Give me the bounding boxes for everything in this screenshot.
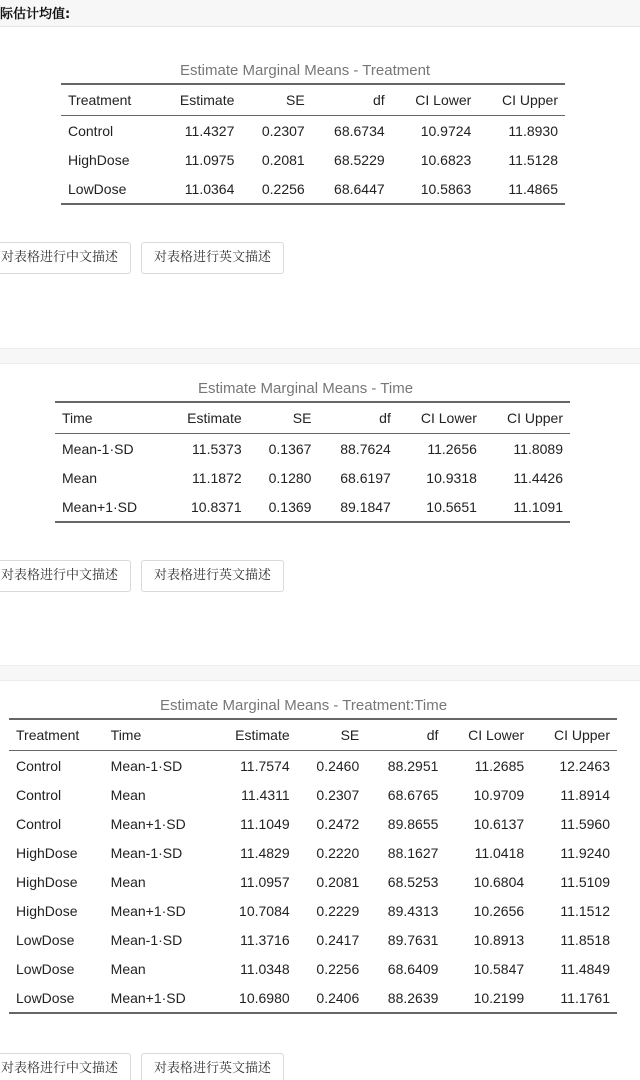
table-cell: 88.2639 <box>387 989 439 1006</box>
column-header: CI Lower <box>392 84 479 116</box>
section-title: 际估计均值: <box>0 7 71 22</box>
results-table-treatment <box>61 83 565 205</box>
table-cell: 10.6804 <box>473 873 525 890</box>
column-header: Estimate <box>164 402 248 434</box>
table-cell: 11.1761 <box>560 989 610 1006</box>
table-cell: 89.4313 <box>387 902 439 919</box>
table-row <box>61 116 565 146</box>
table-cell: 68.6409 <box>387 960 439 977</box>
table-header-row <box>61 84 565 116</box>
table-row <box>9 983 617 1013</box>
table-cell: 0.2256 <box>316 960 360 977</box>
column-header: Estimate <box>213 719 297 751</box>
table-cell: 10.6137 <box>473 815 525 832</box>
table-cell: 11.1091 <box>513 498 563 515</box>
table-cell: Control <box>16 786 62 803</box>
table-cell: Control <box>16 815 62 832</box>
table-cell: 11.4865 <box>508 180 558 197</box>
column-header: CI Lower <box>445 719 531 751</box>
table-cell: 11.4426 <box>513 469 563 486</box>
table-cell: 11.0418 <box>474 844 525 861</box>
table-cell: 11.2656 <box>427 440 477 457</box>
table-cell: 68.6197 <box>340 469 391 486</box>
table-row <box>9 780 617 809</box>
table-cell: Mean <box>62 469 98 486</box>
table-cell: 11.4311 <box>241 786 290 803</box>
table-cell: Mean <box>110 786 146 803</box>
table-cell: Mean+1·SD <box>110 989 186 1006</box>
table-cell: 11.0957 <box>240 873 290 890</box>
table-cell: 11.8089 <box>513 440 563 457</box>
column-header: Treatment <box>9 719 104 751</box>
table-cell: 11.5960 <box>560 815 610 832</box>
table-cell: 10.6980 <box>239 989 290 1006</box>
table-row <box>9 751 617 781</box>
table-cell: 11.1512 <box>560 902 610 919</box>
table-cell: 12.2463 <box>559 757 610 774</box>
table-cell: 11.5109 <box>560 873 610 890</box>
describe-english-button[interactable]: 对表格进行英文描述 <box>141 1053 284 1080</box>
table-cell: 10.8371 <box>191 498 242 515</box>
table-caption: Estimate Marginal Means - Time <box>198 380 414 397</box>
table-cell: 0.2307 <box>261 122 305 139</box>
describe-chinese-button[interactable]: 对表格进行中文描述 <box>0 242 131 274</box>
table-cell: 0.2460 <box>316 757 360 774</box>
table-cell: 10.5863 <box>420 180 472 197</box>
table-row <box>9 838 617 867</box>
table-row <box>55 434 570 464</box>
table-cell: 11.3716 <box>240 931 290 948</box>
describe-english-button[interactable]: 对表格进行英文描述 <box>141 560 284 592</box>
table-cell: 10.7084 <box>239 902 290 919</box>
column-header: Estimate <box>157 84 242 116</box>
table-cell: Mean-1·SD <box>110 757 183 774</box>
table-cell: 10.5651 <box>426 498 477 515</box>
table-cell: 0.2307 <box>316 786 360 803</box>
table-cell: 0.2406 <box>316 989 360 1006</box>
table-caption: Estimate Marginal Means - Treatment:Time <box>160 697 448 714</box>
table-cell: 0.2472 <box>316 815 360 832</box>
section-divider <box>0 665 640 681</box>
table-cell: HighDose <box>16 902 78 919</box>
table-cell: HighDose <box>16 873 78 890</box>
table-cell: 0.2081 <box>316 873 360 890</box>
table-cell: Mean+1·SD <box>110 902 186 919</box>
table-cell: 89.1847 <box>340 498 391 515</box>
table-cell: 89.7631 <box>387 931 439 948</box>
table-cell: 11.1049 <box>240 815 290 832</box>
column-header: CI Upper <box>478 84 565 116</box>
table-cell: 0.2081 <box>261 151 305 168</box>
table-cell: 11.1872 <box>192 469 242 486</box>
table-row <box>61 145 565 174</box>
table-cell: 68.5253 <box>387 873 439 890</box>
table-row <box>61 174 565 204</box>
column-header: df <box>312 84 392 116</box>
table-cell: 0.2229 <box>316 902 360 919</box>
table-cell: LowDose <box>16 931 75 948</box>
table-cell: Mean+1·SD <box>110 815 186 832</box>
table-cell: LowDose <box>68 180 127 197</box>
column-header: CI Upper <box>484 402 570 434</box>
table-cell: 11.8930 <box>508 122 558 139</box>
table-cell: 68.6765 <box>387 786 439 803</box>
table-row <box>9 896 617 925</box>
column-header: df <box>318 402 397 434</box>
table-row <box>55 463 570 492</box>
table-cell: 68.6734 <box>334 122 385 139</box>
column-header: SE <box>241 84 311 116</box>
table-cell: Mean-1·SD <box>110 844 183 861</box>
table-cell: HighDose <box>68 151 130 168</box>
table-cell: Mean-1·SD <box>110 931 183 948</box>
table-cell: LowDose <box>16 989 75 1006</box>
table-cell: 10.9709 <box>473 786 525 803</box>
table-header-row <box>55 402 570 434</box>
table-cell: 11.4849 <box>560 960 610 977</box>
table-cell: 11.0364 <box>184 180 235 197</box>
table-cell: 11.8518 <box>560 931 610 948</box>
results-table-time <box>55 401 570 523</box>
table-cell: 0.1367 <box>268 440 312 457</box>
table-cell: 0.2256 <box>261 180 305 197</box>
column-header: df <box>366 719 445 751</box>
table-cell: 0.1369 <box>268 498 312 515</box>
table-row <box>9 809 617 838</box>
table-cell: 11.9240 <box>560 844 610 861</box>
column-header: Time <box>55 402 164 434</box>
table-cell: LowDose <box>16 960 75 977</box>
results-table-treatment-time <box>9 718 617 1014</box>
column-header: CI Lower <box>398 402 484 434</box>
table-cell: 68.6447 <box>334 180 385 197</box>
table-cell: Mean-1·SD <box>62 440 134 457</box>
table-cell: HighDose <box>16 844 78 861</box>
table-cell: 0.2417 <box>316 931 360 948</box>
table-row <box>9 867 617 896</box>
table-header-row <box>9 719 617 751</box>
table-cell: 88.7624 <box>340 440 391 457</box>
table-cell: 10.6823 <box>420 151 472 168</box>
table-cell: 11.5373 <box>192 440 242 457</box>
table-cell: 11.4829 <box>240 844 290 861</box>
table-row <box>55 492 570 522</box>
table-cell: 11.2685 <box>474 757 525 774</box>
column-header: SE <box>297 719 367 751</box>
table-cell: 11.0348 <box>240 960 290 977</box>
table-cell: Mean <box>110 960 146 977</box>
section-header <box>0 0 640 27</box>
table-cell: 10.9318 <box>426 469 477 486</box>
table-cell: Control <box>68 122 114 139</box>
table-row <box>9 925 617 954</box>
table-caption: Estimate Marginal Means - Treatment <box>180 62 431 79</box>
describe-chinese-button[interactable]: 对表格进行中文描述 <box>0 1053 131 1080</box>
table-cell: 68.5229 <box>334 151 385 168</box>
table-cell: 11.7574 <box>240 757 290 774</box>
table-cell: 10.8913 <box>473 931 525 948</box>
table-cell: 89.8655 <box>387 815 439 832</box>
table-row <box>9 954 617 983</box>
table-cell: 11.5128 <box>508 151 558 168</box>
table-cell: 10.2199 <box>473 989 525 1006</box>
describe-english-button[interactable]: 对表格进行英文描述 <box>141 242 284 274</box>
table-cell: 0.1280 <box>268 469 312 486</box>
table-cell: 0.2220 <box>316 844 360 861</box>
table-cell: 11.4327 <box>184 122 235 139</box>
column-header: CI Upper <box>531 719 617 751</box>
table-cell: 10.2656 <box>473 902 525 919</box>
table-cell: Control <box>16 757 62 774</box>
describe-chinese-button[interactable]: 对表格进行中文描述 <box>0 560 131 592</box>
table-cell: 88.1627 <box>387 844 439 861</box>
table-cell: 11.8914 <box>560 786 610 803</box>
table-cell: 11.0975 <box>184 151 235 168</box>
section-divider <box>0 348 640 364</box>
column-header: Time <box>104 719 213 751</box>
table-cell: Mean <box>110 873 146 890</box>
table-cell: 88.2951 <box>387 757 439 774</box>
table-cell: 10.9724 <box>420 122 472 139</box>
column-header: SE <box>249 402 319 434</box>
table-cell: 10.5847 <box>473 960 525 977</box>
table-cell: Mean+1·SD <box>62 498 138 515</box>
column-header: Treatment <box>61 84 157 116</box>
